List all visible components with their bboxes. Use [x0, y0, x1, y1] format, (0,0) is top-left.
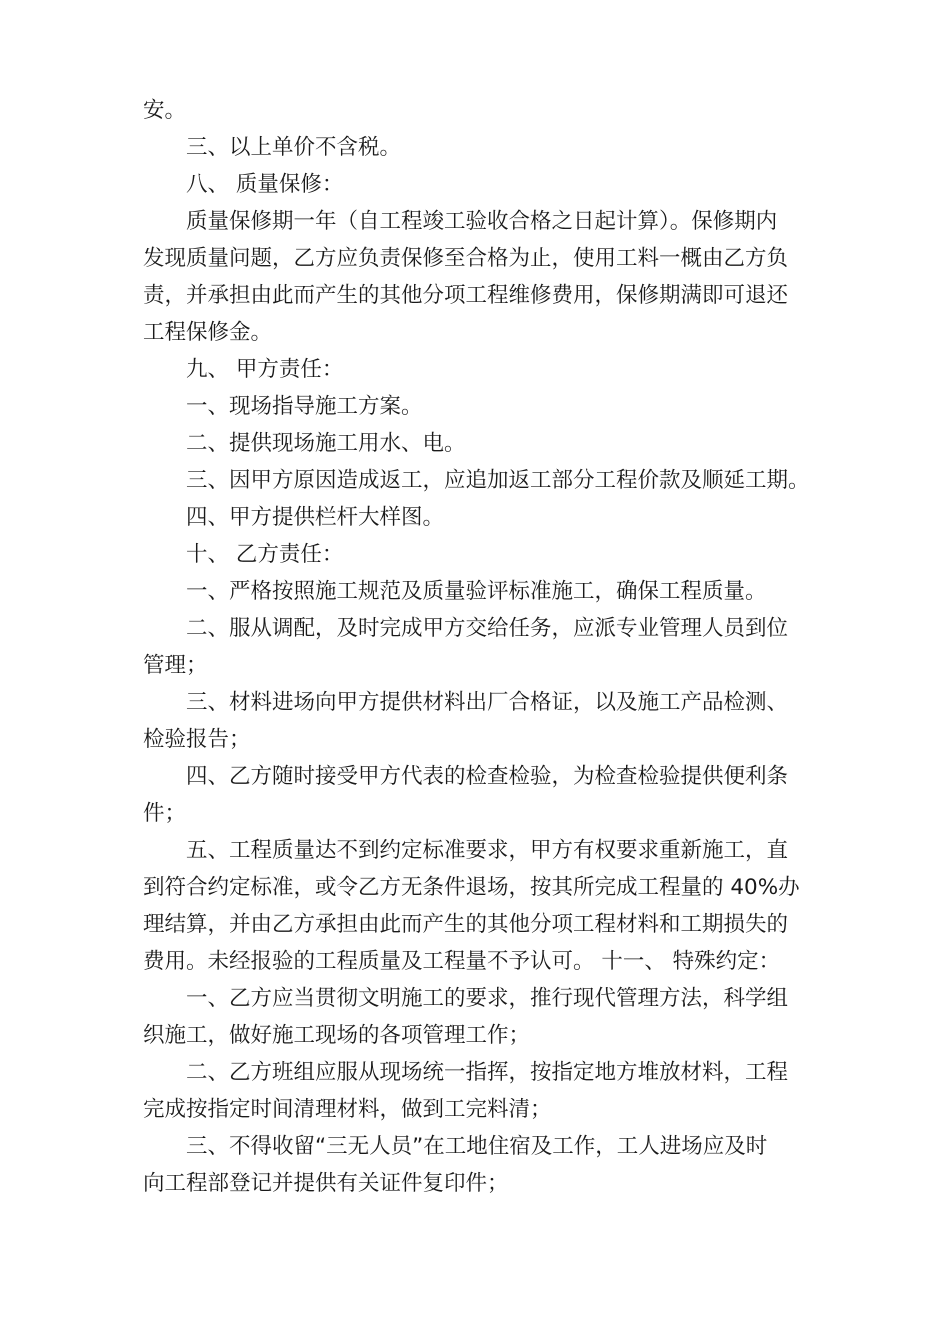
text-line: 四、甲方提供栏杆大样图。: [186, 505, 445, 530]
text-line: 四、乙方随时接受甲方代表的检查检验，为检查检验提供便利条: [186, 764, 789, 789]
text-line: 件；: [143, 801, 187, 826]
section-heading: 九、 甲方责任：: [186, 357, 344, 382]
section-heading: 十、 乙方责任：: [186, 542, 344, 567]
text-line: 责，并承担由此而产生的其他分项工程维修费用，保修期满即可退还: [143, 283, 789, 308]
text-line: 五、工程质量达不到约定标准要求，甲方有权要求重新施工，直: [186, 838, 789, 863]
text-line: 二、服从调配，及时完成甲方交给任务，应派专业管理人员到位: [186, 616, 789, 641]
text-line: 安。: [143, 98, 187, 123]
text-line: 一、现场指导施工方案。: [186, 394, 423, 419]
text-line: 一、乙方应当贯彻文明施工的要求，推行现代管理方法，科学组: [186, 986, 789, 1011]
text-line: 三、材料进场向甲方提供材料出厂合格证，以及施工产品检测、: [186, 690, 789, 715]
text-line: 费用。未经报验的工程质量及工程量不予认可。 十一、 特殊约定：: [143, 949, 781, 974]
text-line: 理结算，并由乙方承担由此而产生的其他分项工程材料和工期损失的: [143, 912, 789, 937]
text-line: 二、乙方班组应服从现场统一指挥，按指定地方堆放材料，工程: [186, 1060, 789, 1085]
text-line: 二、提供现场施工用水、电。: [186, 431, 466, 456]
text-line: 完成按指定时间清理材料，做到工完料清；: [143, 1097, 552, 1122]
text-line: 向工程部登记并提供有关证件复印件；: [143, 1171, 509, 1196]
text-line: 管理；: [143, 653, 208, 678]
text-line: 三、因甲方原因造成返工，应追加返工部分工程价款及顺延工期。: [186, 468, 810, 493]
text-line: 发现质量问题，乙方应负责保修至合格为止，使用工料一概由乙方负: [143, 246, 789, 271]
text-line: 质量保修期一年（自工程竣工验收合格之日起计算）。保修期内: [186, 209, 778, 234]
section-heading: 八、 质量保修：: [186, 172, 344, 197]
text-line: 到符合约定标准，或令乙方无条件退场，按其所完成工程量的 40%办: [143, 875, 800, 900]
text-line: 织施工，做好施工现场的各项管理工作；: [143, 1023, 531, 1048]
text-line: 工程保修金。: [143, 320, 273, 345]
text-line: 三、不得收留“三无人员”在工地住宿及工作，工人进场应及时: [186, 1134, 768, 1159]
document-body: [143, 92, 815, 1202]
text-line: 检验报告；: [143, 727, 251, 752]
text-line: 三、以上单价不含税。: [186, 135, 402, 160]
text-line: 一、严格按照施工规范及质量验评标准施工，确保工程质量。: [186, 579, 767, 604]
